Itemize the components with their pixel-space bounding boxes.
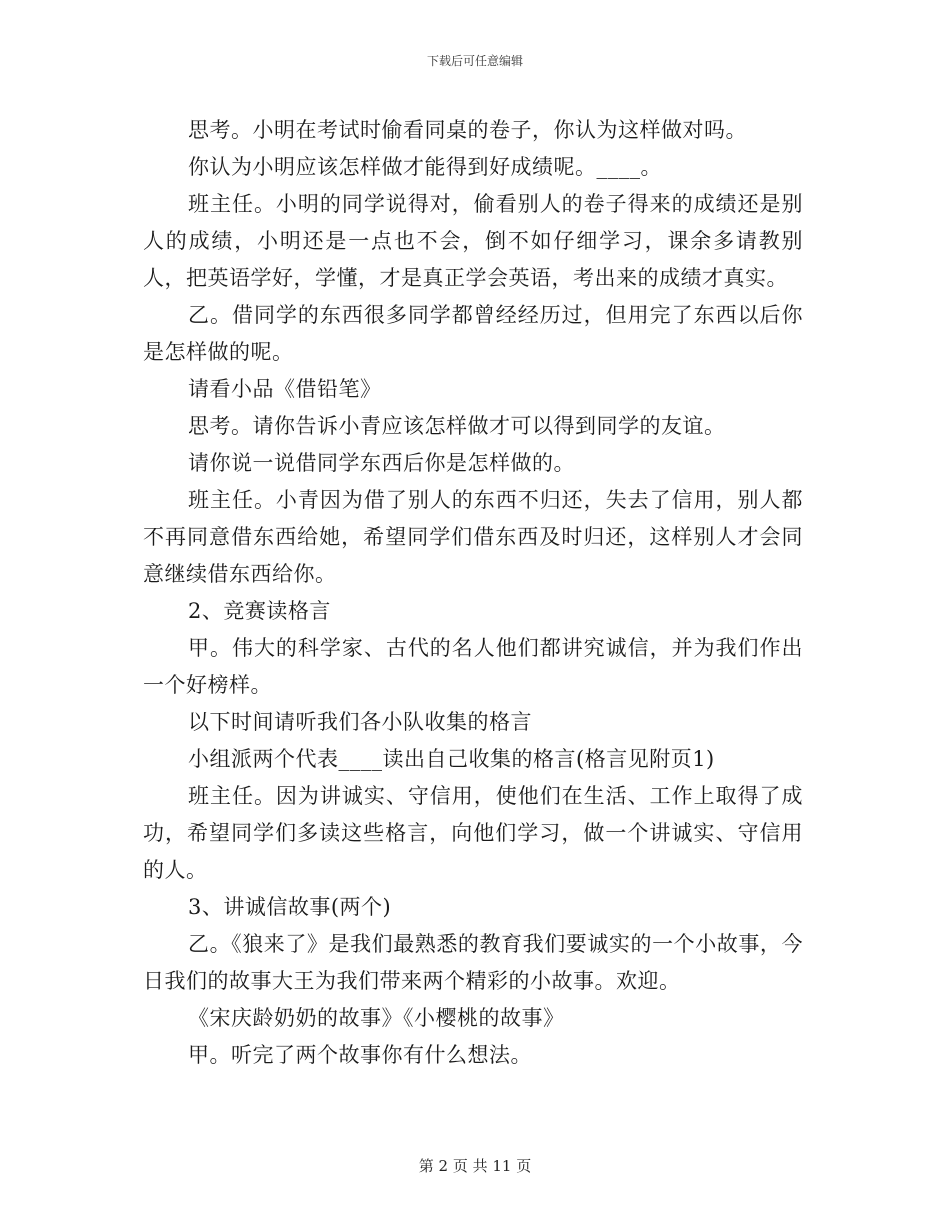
paragraph: 以下时间请听我们各小队收集的格言 [188, 710, 532, 734]
paragraph: 乙。借同学的东西很多同学都曾经经历过，但用完了东西以后你是怎样做的呢。 [143, 303, 803, 364]
paragraph: 你认为小明应该怎样做才能得到好成绩呢。____。 [188, 155, 662, 179]
paragraph: 班主任。因为讲诚实、守信用，使他们在生活、工作上取得了成功，希望同学们多读这些格言，向他们学习，做一个讲诚实、守信用的人。 [143, 784, 803, 882]
paragraph: 请看小品《借铅笔》 [188, 377, 382, 401]
page-number: 第 2 页 共 11 页 [418, 1157, 532, 1175]
paragraph: 班主任。小青因为借了别人的东西不归还，失去了信用，别人都不再同意借东西给她，希望同学们借东西及时归还，这样别人才会同意继续借东西给你。 [143, 488, 803, 586]
page-header: 下载后可任意编辑 [426, 54, 523, 68]
section-heading: 2、竞赛读格言 [188, 599, 331, 623]
document-body [143, 112, 803, 1074]
paragraph: 请你说一说借同学东西后你是怎样做的。 [188, 451, 575, 475]
paragraph: 思考。小明在考试时偷看同桌的卷子，你认为这样做对吗。 [188, 118, 747, 142]
paragraph: 甲。听完了两个故事你有什么想法。 [188, 1043, 532, 1067]
section-heading: 3、讲诚信故事(两个) [188, 895, 392, 919]
paragraph: 思考。请你告诉小青应该怎样做才可以得到同学的友谊。 [188, 414, 726, 438]
paragraph: 《宋庆龄奶奶的故事》《小樱桃的故事》 [188, 1006, 565, 1030]
paragraph: 甲。伟大的科学家、古代的名人他们都讲究诚信，并为我们作出一个好榜样。 [143, 636, 803, 697]
paragraph: 小组派两个代表____读出自己收集的格言(格言见附页1) [188, 747, 715, 771]
paragraph: 班主任。小明的同学说得对，偷看别人的卷子得来的成绩还是别人的成绩，小明还是一点也不会，倒不如仔细学习，课余多请教别人，把英语学好，学懂，才是真正学会英语，考出来的成绩才真实。 [143, 192, 803, 290]
paragraph: 乙。《狼来了》是我们最熟悉的教育我们要诚实的一个小故事，今日我们的故事大王为我们带来两个精彩的小故事。欢迎。 [143, 932, 803, 993]
